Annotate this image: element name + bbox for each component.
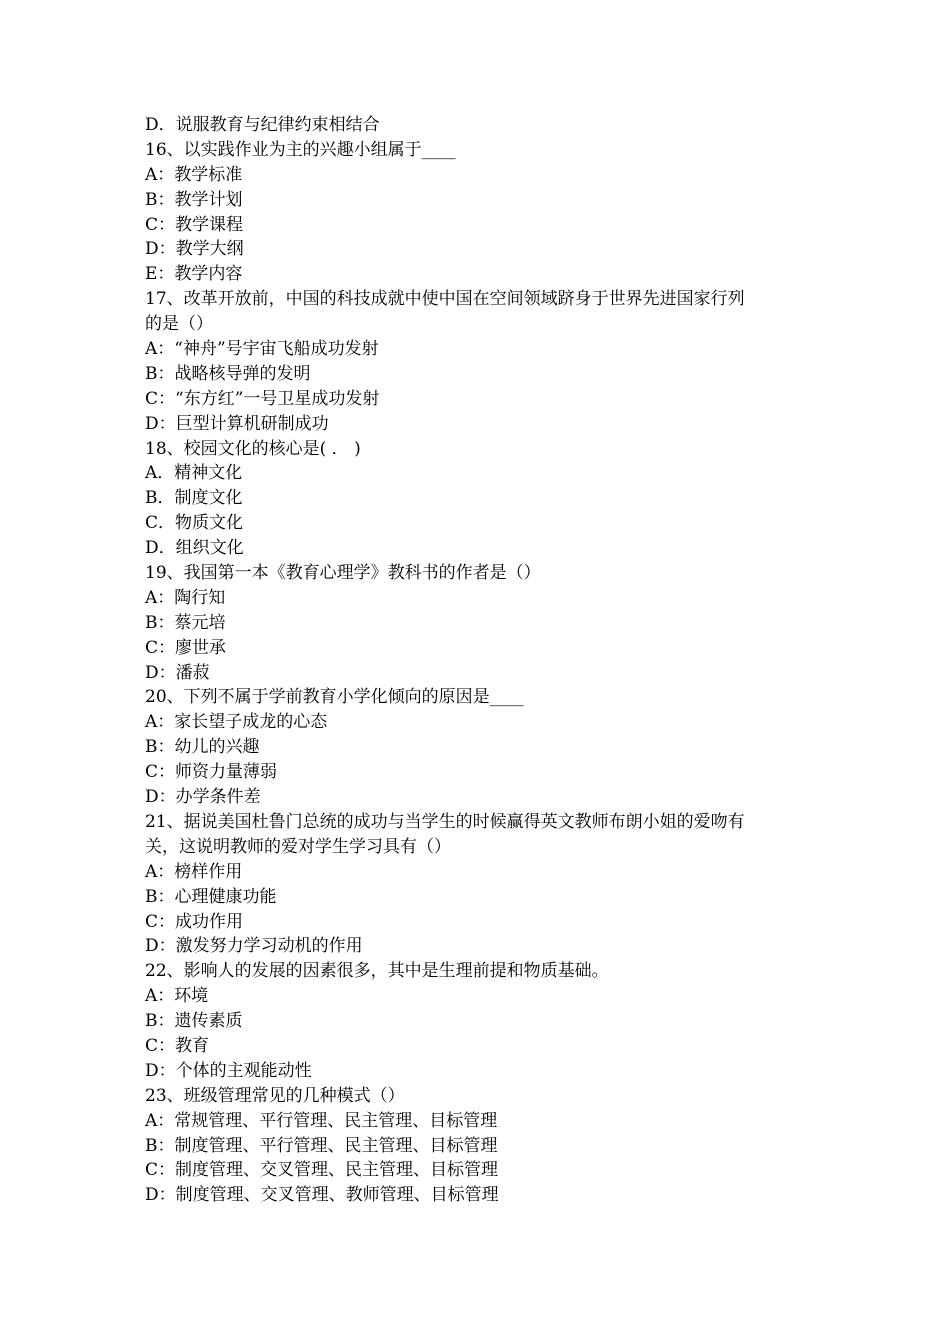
option-b: B：战略核导弹的发明	[145, 363, 311, 384]
question-16: 16、以实践作业为主的兴趣小组属于____	[145, 139, 456, 160]
option-a: A：陶行知	[145, 587, 226, 608]
option-b: B：教学计划	[145, 189, 243, 210]
option-d: D：激发努力学习动机的作用	[145, 936, 363, 957]
option-a: A：榜样作用	[145, 861, 243, 882]
option-d: D．组织文化	[145, 538, 244, 559]
option-b: B：制度管理、平行管理、民主管理、目标管理	[145, 1135, 498, 1156]
option-d: D：制度管理、交叉管理、教师管理、目标管理	[145, 1185, 499, 1206]
option-a: A：“神舟”号宇宙飞船成功发射	[145, 339, 379, 360]
option-e: E：教学内容	[145, 264, 243, 285]
question-23: 23、班级管理常见的几种模式（）	[145, 1085, 405, 1106]
option-c: C：廖世承	[145, 637, 227, 658]
document-page	[145, 113, 825, 1208]
option-c: C．物质文化	[145, 513, 244, 534]
option-b: B：蔡元培	[145, 612, 226, 633]
question-19: 19、我国第一本《教育心理学》教科书的作者是（）	[145, 563, 541, 584]
option-d: D：教学大纲	[145, 239, 244, 260]
option-d: D：个体的主观能动性	[145, 1060, 312, 1081]
option-b: B：心理健康功能	[145, 886, 277, 907]
question-22: 22、影响人的发展的因素很多，其中是生理前提和物质基础。	[145, 961, 609, 982]
option-d: D：办学条件差	[145, 787, 261, 808]
option-c: C：教学课程	[145, 214, 244, 235]
question-17-continued: 的是（）	[145, 314, 213, 335]
option-c: C：师资力量薄弱	[145, 762, 278, 783]
question-18: 18、校园文化的核心是( ． )	[145, 438, 361, 459]
option-a: A：常规管理、平行管理、民主管理、目标管理	[145, 1110, 498, 1131]
option-c: C：制度管理、交叉管理、民主管理、目标管理	[145, 1160, 499, 1181]
option-b: B．制度文化	[145, 488, 243, 509]
question-21: 21、据说美国杜鲁门总统的成功与当学生的时候赢得英文教师布朗小姐的爱吻有	[145, 811, 745, 832]
option-b: B：幼儿的兴趣	[145, 737, 260, 758]
option-a: A．精神文化	[145, 463, 243, 484]
option-b: B：遗传素质	[145, 1011, 243, 1032]
option-c: C：成功作用	[145, 911, 244, 932]
option-a: A：家长望子成龙的心态	[145, 712, 328, 733]
option-a: A：环境	[145, 986, 209, 1007]
option-d: D：巨型计算机研制成功	[145, 413, 329, 434]
option-a: A：教学标准	[145, 164, 243, 185]
question-21-continued: 关，这说明教师的爱对学生学习具有（）	[145, 836, 451, 857]
question-17: 17、改革开放前，中国的科技成就中使中国在空间领域跻身于世界先进国家行列	[145, 289, 745, 310]
question-20: 20、下列不属于学前教育小学化倾向的原因是____	[145, 687, 524, 708]
option-c: C：“东方红”一号卫星成功发射	[145, 388, 380, 409]
option-d: D．说服教育与纪律约束相结合	[145, 115, 380, 135]
option-c: C：教育	[145, 1035, 210, 1056]
option-d: D：潘菽	[145, 662, 210, 683]
